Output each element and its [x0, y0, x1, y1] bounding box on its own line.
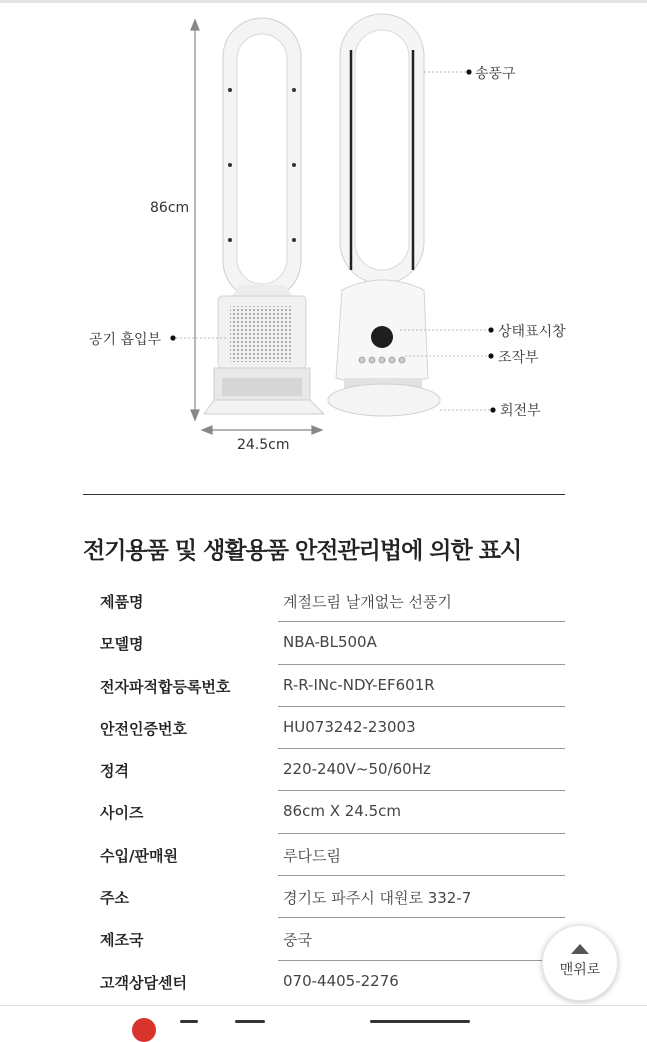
spec-row: [83, 749, 565, 791]
callout-air-outlet: 송풍구: [475, 66, 516, 82]
spec-key: 정격: [100, 762, 129, 781]
cut-off-text: [235, 1020, 265, 1023]
spec-value: 중국: [283, 931, 312, 950]
spec-value: R-R-INc-NDY-EF601R: [283, 675, 435, 694]
spec-key: 모델명: [100, 635, 144, 654]
spec-value: 070-4405-2276: [283, 971, 399, 990]
red-circle-icon: [132, 1018, 156, 1042]
spec-key: 주소: [100, 889, 129, 908]
fan-rear-view: [204, 18, 324, 414]
spec-value: HU073242-23003: [283, 717, 416, 736]
callout-controls: 조작부: [498, 350, 539, 366]
back-to-top-button[interactable]: [542, 925, 618, 1001]
spec-row: [83, 665, 565, 707]
spec-row: [83, 834, 565, 876]
arrow-up-icon: [571, 944, 589, 954]
section-title: 전기용품 및 생활용품 안전관리법에 의한 표시: [83, 538, 522, 564]
spec-key: 수입/판매원: [100, 846, 178, 865]
spec-row: [83, 918, 565, 960]
callout-air-intake: 공기 흡입부: [89, 332, 162, 348]
spec-value: 계절드림 날개없는 선풍기: [283, 593, 452, 611]
spec-row: [83, 961, 565, 1003]
width-dimension-label: 24.5cm: [237, 437, 290, 453]
fan-illustration: [0, 0, 647, 470]
spec-key: 안전인증번호: [100, 719, 187, 738]
bottom-bar: [0, 1005, 647, 1025]
spec-row: [83, 876, 565, 918]
spec-value: 86cm X 24.5cm: [283, 802, 402, 821]
back-to-top-label: 맨위로: [559, 962, 601, 978]
callout-rotation-base: 회전부: [500, 403, 541, 419]
spec-row: [83, 707, 565, 749]
spec-row: [83, 580, 565, 622]
cut-off-text: [370, 1020, 470, 1023]
spec-value: 경기도 파주시 대원로 332-7: [283, 889, 472, 908]
spec-row: [83, 622, 565, 664]
cut-off-text: [180, 1020, 198, 1023]
section-divider: [83, 494, 565, 495]
spec-value: 220-240V~50/60Hz: [283, 760, 431, 779]
spec-table: [83, 580, 565, 1003]
spec-key: 사이즈: [100, 804, 144, 823]
fan-front-view: [328, 14, 440, 416]
spec-key: 제품명: [100, 593, 144, 611]
spec-key: 제조국: [100, 931, 144, 950]
callout-status-display: 상태표시창: [498, 324, 566, 340]
product-figure: [0, 0, 647, 470]
spec-row: [83, 791, 565, 833]
spec-value: 루다드림: [283, 846, 341, 865]
height-dimension-label: 86cm: [150, 200, 190, 216]
spec-key: 고객상담센터: [100, 973, 187, 992]
spec-value: NBA-BL500A: [283, 633, 377, 652]
spec-key: 전자파적합등록번호: [100, 677, 231, 696]
